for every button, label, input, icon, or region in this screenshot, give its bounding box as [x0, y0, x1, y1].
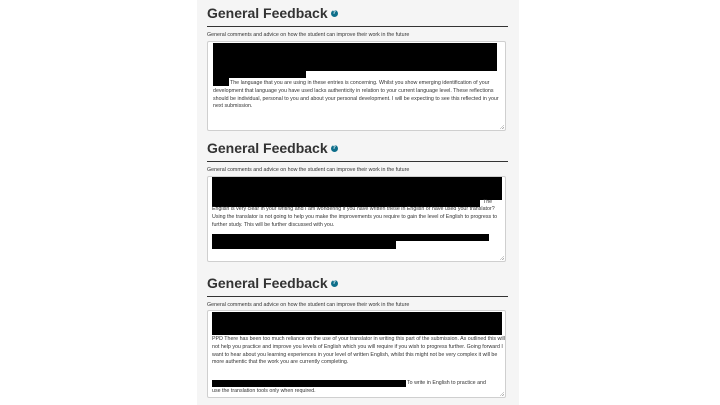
divider [207, 161, 508, 162]
divider [207, 296, 508, 297]
redacted-block [212, 177, 502, 200]
section-title [207, 5, 338, 21]
redacted-block [212, 234, 489, 241]
redacted-block [212, 312, 502, 335]
resize-handle[interactable] [500, 392, 504, 396]
section-title [207, 275, 338, 291]
section-subtitle: General comments and advice on how the student can improve their work in the future [207, 302, 410, 308]
feedback-section-1 [207, 5, 508, 130]
section-title-text: General Feedback [207, 140, 328, 156]
feedback-text: English is very clear in your writing and I am wondering if you have written these in English or have used your translator? Using the translator is not going to help you make the improvements you require to gain the level of English to progress to further study. This will be further discussed with you. [212, 206, 498, 228]
section-subtitle: General comments and advice on how the student can improve their work in the future [207, 32, 410, 38]
feedback-text-start: The [483, 199, 493, 205]
feedback-textarea[interactable] [207, 310, 506, 398]
section-title-text: General Feedback [207, 275, 328, 291]
feedback-section-2 [207, 140, 508, 265]
redacted-block [212, 380, 406, 387]
redacted-block [213, 43, 497, 71]
right-margin [519, 0, 720, 405]
feedback-textarea[interactable] [207, 176, 506, 262]
feedback-text-continued: To write in English to practice and [407, 380, 486, 386]
resize-handle[interactable] [500, 125, 504, 129]
section-title-text: General Feedback [207, 5, 328, 21]
section-title [207, 140, 338, 156]
feedback-textarea[interactable] [207, 41, 506, 131]
feedback-text: PPD There has been too much reliance on the use of your translator in writing this part of the submission. As outlined this will not help you practice and improve you levels of English which you will require if you wish to progress further. Going forward I want to hear about you learning experiences in your level of written English, whilst this might not be very complex it will be more authentic that the work you are currently completing. [212, 336, 505, 366]
feedback-text: The language that you are using in these entries is concerning. Whilst you show emerging identification of your development that language you have used lacks authenticity in relation to your current language level. These reflections should be individual, personal to you and about your personal development. I will be expecting to see this reflected in your next submission. [213, 80, 499, 110]
feedback-section-3 [207, 275, 508, 400]
question-circle-icon[interactable]: ? [332, 144, 336, 151]
redacted-block [213, 71, 306, 78]
question-circle-icon[interactable]: ? [332, 9, 336, 16]
left-margin [0, 0, 197, 405]
resize-handle[interactable] [500, 256, 504, 260]
question-circle-icon[interactable]: ? [332, 279, 336, 286]
section-subtitle: General comments and advice on how the student can improve their work in the future [207, 167, 410, 173]
divider [207, 26, 508, 27]
redacted-block [212, 241, 396, 249]
feedback-text-end: use the translation tools only when required. [212, 388, 316, 394]
